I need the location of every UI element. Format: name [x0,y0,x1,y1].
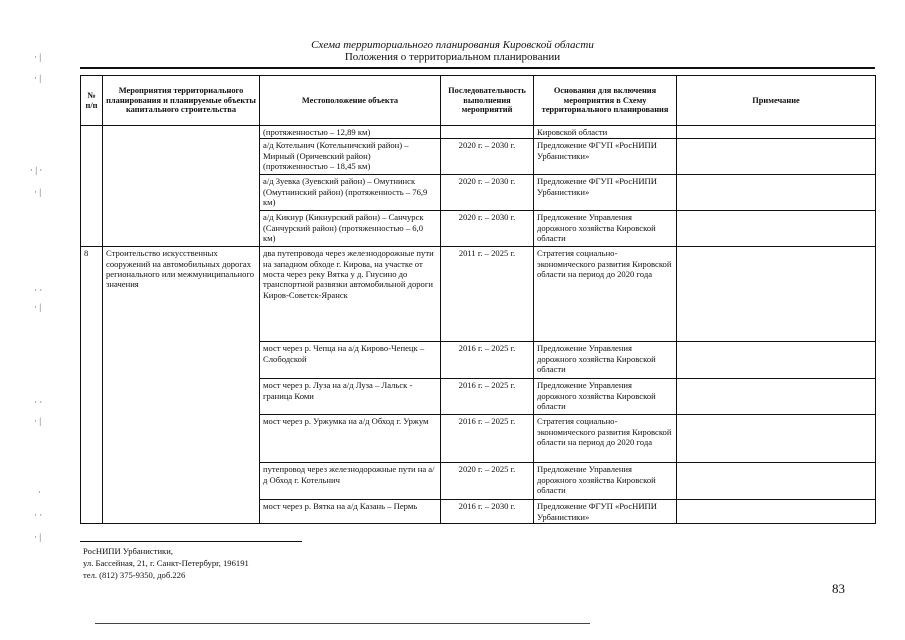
bottom-rule [95,623,590,624]
footer-phone: тел. (812) 375-9350, доб.226 [83,570,186,580]
location-cell: мост через р. Уржумка на а/д Обход г. Уржум [260,415,441,463]
scan-mark: · | [34,52,42,62]
location-cell: путепровод через железнодорожные пути на а/д Обход г. Котельнич [260,463,441,500]
scan-mark: · | [34,73,42,83]
scan-mark: · | [34,416,42,426]
note-cell [677,175,876,211]
row-number-cell [81,126,103,247]
date-cell: 2020 г. – 2030 г. [441,139,534,175]
footer-org: РосНИПИ Урбанистики, [83,546,173,556]
location-cell: мост через р. Чепца на а/д Кирово-Чепецк – Слободской [260,342,441,379]
column-header: Мероприятия территориального планирования и планируемые объекты капитального строительства [103,76,260,126]
activity-cell [103,126,260,247]
planning-table [80,75,876,524]
note-cell [677,211,876,247]
column-header: № п/п [81,76,103,126]
location-cell: а/д Кикнур (Кикнурский район) – Санчурск (Санчурский район) (протяженностью – 6,0 км) [260,211,441,247]
table-row [81,247,876,342]
column-header: Местоположение объекта [260,76,441,126]
document-title: Схема территориального планирования Кировской области [311,39,594,51]
basis-cell: Стратегия социально-экономического развития Кировской области на период до 2020 года [534,247,677,342]
scan-mark: · [38,487,41,497]
basis-cell: Предложение ФГУП «РосНИПИ Урбанистики» [534,175,677,211]
footer-address: ул. Бассейная, 21, г. Санкт-Петербург, 196191 [83,558,249,568]
note-cell [677,463,876,500]
scan-mark: · | [34,302,42,312]
page-number: 83 [832,581,845,596]
row-number-cell: 8 [81,247,103,524]
note-cell [677,342,876,379]
scan-mark: · · [34,285,43,295]
table-header-row [81,76,876,126]
column-header: Основания для включения мероприятия в Схему территориального планирования [534,76,677,126]
location-cell: два путепровода через железнодорожные пути на западном обходе г. Кирова, на участке от моста через реку Вятка у д. Гнусино до транспортной развязки автомобильной дороги Киров-Советск-Яранск [260,247,441,342]
date-cell: 2020 г. – 2030 г. [441,175,534,211]
location-cell: мост через р. Луза на а/д Луза – Лальск - граница Коми [260,379,441,415]
date-cell: 2011 г. – 2025 г. [441,247,534,342]
note-cell [677,500,876,524]
document-subtitle: Положения о территориальном планировании [344,51,561,63]
scan-mark: · | · [30,165,43,175]
scan-mark: · · [34,397,43,407]
note-cell [677,126,876,139]
basis-cell: Кировской области [534,126,677,139]
basis-cell: Предложение Управления дорожного хозяйства Кировской области [534,342,677,379]
basis-cell: Предложение Управления дорожного хозяйства Кировской области [534,463,677,500]
header-rule [80,67,875,69]
column-header: Последовательность выполнения мероприятий [441,76,534,126]
location-cell: а/д Котельнич (Котельничский район) – Мирный (Оричевский район) (протяженностью – 18,45 км) [260,139,441,175]
scan-mark: · | [34,532,42,542]
location-cell: (протяженностью – 12,89 км) [260,126,441,139]
table-row [81,126,876,139]
basis-cell: Предложение Управления дорожного хозяйства Кировской области [534,379,677,415]
date-cell: 2020 г. – 2025 г. [441,463,534,500]
note-cell [677,379,876,415]
column-header: Примечание [677,76,876,126]
activity-cell: Строительство искусственных сооружений на автомобильных дорогах регионального или межмуниципального значения [103,247,260,524]
basis-cell: Стратегия социально-экономического развития Кировской области на период до 2020 года [534,415,677,463]
basis-cell: Предложение ФГУП «РосНИПИ Урбанистики» [534,500,677,524]
note-cell [677,139,876,175]
date-cell: 2016 г. – 2025 г. [441,379,534,415]
date-cell: 2016 г. – 2025 г. [441,415,534,463]
location-cell: а/д Зуевка (Зуевский район) – Омутнинск (Омутнинский район) (протяженность – 76,9 км) [260,175,441,211]
date-cell: 2016 г. – 2030 г. [441,500,534,524]
basis-cell: Предложение ФГУП «РосНИПИ Урбанистики» [534,139,677,175]
footer-rule [80,541,302,542]
date-cell: 2020 г. – 2030 г. [441,211,534,247]
note-cell [677,247,876,342]
scan-mark: · | [34,187,42,197]
location-cell: мост через р. Вятка на а/д Казань – Пермь [260,500,441,524]
date-cell: 2016 г. – 2025 г. [441,342,534,379]
scan-mark: · · [34,510,43,520]
note-cell [677,415,876,463]
date-cell [441,126,534,139]
basis-cell: Предложение Управления дорожного хозяйства Кировской области [534,211,677,247]
